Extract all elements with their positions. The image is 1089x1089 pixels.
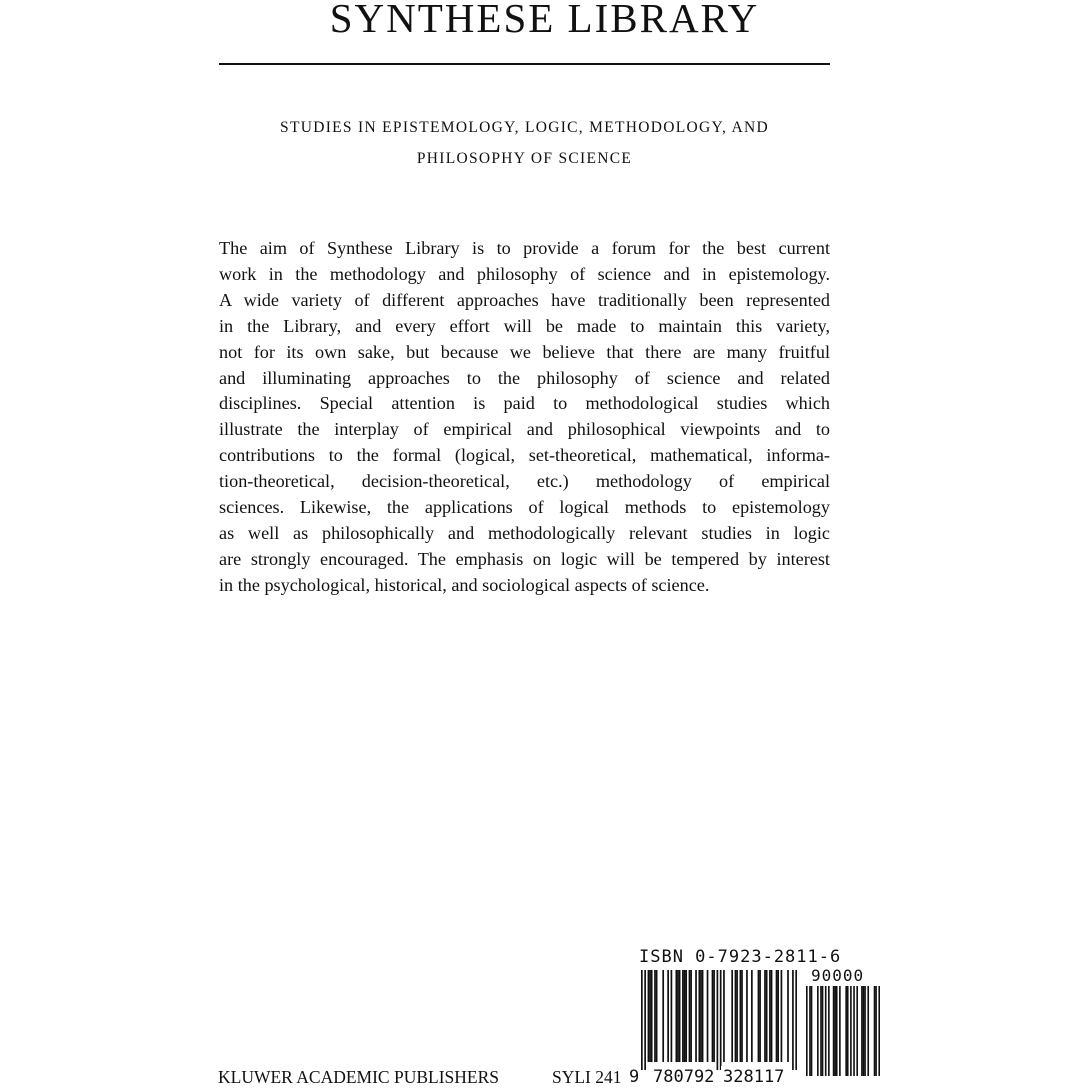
barcode-bar xyxy=(656,970,658,1062)
barcode-bar xyxy=(795,970,797,1070)
series-title: SYNTHESE LIBRARY xyxy=(329,0,760,41)
addon-bar xyxy=(828,986,830,1076)
barcode-bar xyxy=(689,970,691,1062)
description-line: disciplines. Special attention is paid to methodological studies which xyxy=(219,393,830,414)
barcode-bar xyxy=(746,970,748,1062)
barcode-bar xyxy=(651,970,653,1062)
barcode-bar xyxy=(769,970,771,1062)
addon-bar xyxy=(817,986,819,1076)
addon-bar xyxy=(806,986,808,1076)
description-line: in the Library, and every effort will be made to maintain this variety, xyxy=(219,315,830,336)
description-line: tion-theoretical, decision-theoretical, etc.) methodology of empirical xyxy=(219,471,830,492)
description-line: in the psychological, historical, and sociological aspects of science. xyxy=(219,574,710,595)
description-line: sciences. Likewise, the applications of logical methods to epistemology xyxy=(219,497,830,518)
addon-bar xyxy=(863,986,865,1076)
barcode-bar xyxy=(776,970,778,1062)
addon-bar xyxy=(833,986,835,1076)
series-subtitle-line-1: STUDIES IN EPISTEMOLOGY, LOGIC, METHODOLOGY, AND xyxy=(280,119,769,136)
description-line: and illuminating approaches to the philosophy of science and related xyxy=(219,367,830,388)
barcode-bar xyxy=(702,970,704,1062)
description-line: The aim of Synthese Library is to provide a forum for the best current xyxy=(219,238,830,258)
barcode-bar xyxy=(662,970,664,1062)
barcode-bar xyxy=(695,970,697,1062)
barcode-bar xyxy=(707,970,709,1062)
series-code: SYLI 241 xyxy=(552,1067,622,1087)
addon-bar xyxy=(853,986,855,1076)
title-rule xyxy=(219,63,830,65)
barcode-bar xyxy=(781,970,783,1062)
barcode-bar xyxy=(771,970,773,1062)
addon-bar xyxy=(856,986,858,1076)
barcode-bar xyxy=(766,970,768,1062)
addon-bar xyxy=(836,986,838,1076)
barcode-bar xyxy=(698,970,700,1062)
addon-bar xyxy=(822,986,824,1076)
barcode-bar xyxy=(700,970,702,1062)
barcode-bar xyxy=(741,970,743,1062)
barcode-bar xyxy=(675,970,677,1062)
addon-bar xyxy=(878,986,880,1076)
series-subtitle-line-2: PHILOSOPHY OF SCIENCE xyxy=(416,150,633,167)
barcode-bar xyxy=(751,970,753,1062)
addon-bar xyxy=(847,986,849,1076)
description-line: not for its own sake, but because we believe that there are many fruitful xyxy=(219,341,830,362)
description-line: A wide variety of different approaches have traditionally been represented xyxy=(219,289,830,310)
barcode-bar xyxy=(735,970,737,1062)
description-line: are strongly encouraged. The emphasis on logic will be tempered by interest xyxy=(219,548,830,569)
addon-bar xyxy=(825,986,827,1076)
barcode-bar xyxy=(758,970,760,1062)
isbn-label: ISBN 0-7923-2811-6 xyxy=(639,947,842,967)
addon-bar xyxy=(875,986,877,1076)
addon-bar xyxy=(820,986,822,1076)
addon-bar xyxy=(811,986,813,1076)
addon-bar xyxy=(867,986,869,1076)
addon-bar xyxy=(845,986,847,1076)
price-code-label: 90000 xyxy=(811,966,865,985)
barcode-bar xyxy=(736,970,738,1062)
series-description xyxy=(219,236,830,599)
barcode-bar xyxy=(720,970,722,1070)
addon-bar xyxy=(864,986,866,1076)
barcode-bar xyxy=(671,970,673,1062)
addon-bar xyxy=(839,986,841,1076)
barcode-bar xyxy=(717,970,719,1070)
barcode-bar xyxy=(685,970,687,1062)
addon-bar xyxy=(809,986,811,1076)
barcode-bar xyxy=(684,970,686,1062)
description-line: as well as philosophically and methodologically relevant studies in logic xyxy=(219,522,830,543)
barcode-bar xyxy=(644,970,646,1070)
barcode-bar xyxy=(764,970,766,1062)
barcode-bar xyxy=(641,970,643,1070)
barcode-bar xyxy=(731,970,733,1062)
barcode-bar xyxy=(667,970,669,1062)
barcode-bar xyxy=(677,970,679,1062)
publisher-name: KLUWER ACADEMIC PUBLISHERS xyxy=(218,1067,499,1087)
barcode-bar xyxy=(787,970,789,1062)
barcode-bar xyxy=(654,970,656,1062)
ean-right-digits: 328117 xyxy=(723,1067,785,1087)
addon-bar xyxy=(861,986,863,1076)
barcode-bar xyxy=(682,970,684,1062)
description-line: illustrate the interplay of empirical and philosophical viewpoints and to xyxy=(219,419,830,440)
barcode-bar xyxy=(713,970,715,1062)
barcode-bar xyxy=(712,970,714,1062)
addon-bar xyxy=(874,986,876,1076)
description-line: contributions to the formal (logical, set-theoretical, mathematical, informa- xyxy=(219,445,830,466)
addon-bar xyxy=(850,986,852,1076)
description-line: work in the methodology and philosophy of science and in epistemology. xyxy=(219,263,830,284)
ean-barcode xyxy=(641,970,797,1070)
ean-first-digit: 9 xyxy=(629,1067,640,1087)
barcode-bar xyxy=(690,970,692,1062)
barcode-bar xyxy=(679,970,681,1062)
price-addon-barcode xyxy=(806,986,880,1076)
barcode-bar xyxy=(777,970,779,1062)
barcode-bar xyxy=(792,970,794,1070)
addon-bar xyxy=(834,986,836,1076)
barcode-bar xyxy=(649,970,651,1062)
barcode-bar xyxy=(648,970,650,1062)
barcode-bar xyxy=(740,970,742,1062)
barcode-bar xyxy=(759,970,761,1062)
barcode-bar xyxy=(723,970,725,1062)
ean-left-digits: 780792 xyxy=(653,1067,715,1087)
